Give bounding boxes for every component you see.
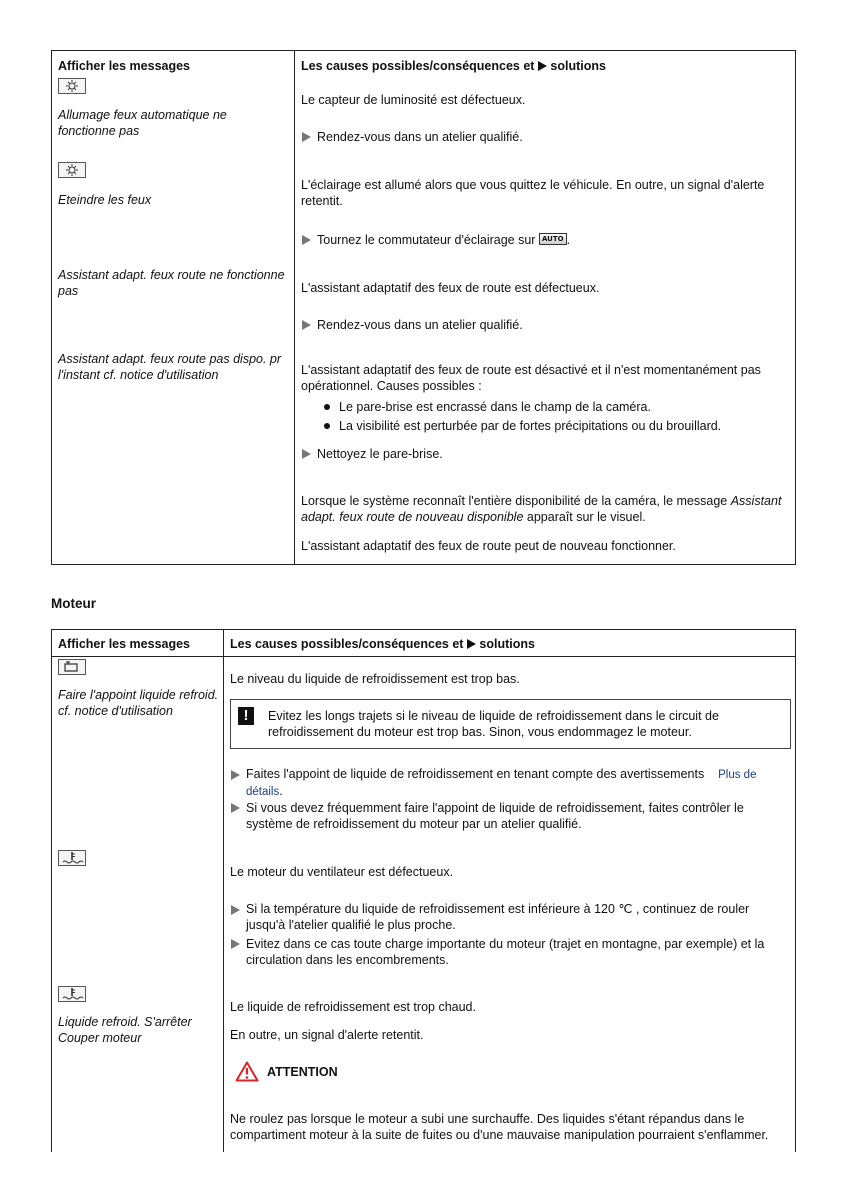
light-sensor-icon: [58, 162, 86, 178]
message-high-beam-assist-failure: Assistant adapt. feux route ne fonctionne pas: [58, 268, 285, 298]
message-high-beam-unavailable: Assistant adapt. feux route pas dispo. pr l'instant cf. notice d'utilisation: [58, 352, 282, 382]
warning-text: Evitez les longs trajets si le niveau de liquide de refroidissement dans le circuit de refroidissement du moteur est trop bas. Sinon, vous endommagez le moteur.: [268, 709, 719, 739]
list-item: La visibilité est perturbée par de fortes précipitations ou du brouillard.: [339, 419, 722, 433]
message-coolant-stop-engine: Liquide refroid. S'arrêter Couper moteur: [58, 1015, 192, 1045]
message-turn-off-lights: Eteindre les feux: [58, 193, 152, 207]
cause-lights-on: L'éclairage est allumé alors que vous quittez le véhicule. En outre, un signal d'alerte retentit.: [301, 178, 765, 208]
cause-coolant-low: Le niveau du liquide de refroidissement est trop bas.: [230, 672, 520, 686]
message-top-up-coolant: Faire l'appoint liquide refroid. cf. notice d'utilisation: [58, 688, 219, 718]
note-assist-ready: L'assistant adaptatif des feux de route peut de nouveau fonctionner.: [301, 539, 676, 553]
header-causes-solutions: Les causes possibles/conséquences et solutions: [230, 637, 535, 651]
more-details-link[interactable]: Plus de détails: [246, 769, 757, 798]
action-arrow-icon: [302, 449, 311, 459]
cause-high-beam-assist: L'assistant adaptatif des feux de route est défectueux.: [301, 281, 600, 295]
section-title-engine: Moteur: [51, 596, 96, 611]
cause-high-beam-deactivated: L'assistant adaptatif des feux de route est désactivé et il n'est momentanément pas opérationnel. Causes possibles :: [301, 363, 761, 393]
bullet-icon: [324, 423, 330, 429]
bullet-icon: [324, 404, 330, 410]
attention-label: ATTENTION: [267, 1065, 338, 1079]
exclamation-icon: !: [238, 707, 254, 725]
coolant-temperature-icon: [58, 850, 86, 866]
action-arrow-icon: [231, 939, 240, 949]
action-drive-to-workshop: Si la température du liquide de refroidissement est inférieure à 120 ℃ , continuez de rouler jusqu'à l'atelier qualifié le plus proche.: [246, 902, 750, 932]
action-top-up: Faites l'appoint de liquide de refroidissement en tenant compte des avertissements Plus de détails.: [246, 767, 757, 798]
header-causes-solutions: Les causes possibles/conséquences et solutions: [301, 59, 606, 73]
action-auto-switch: Tournez le commutateur d'éclairage sur AUTO .: [317, 233, 571, 247]
attention-text: Ne roulez pas lorsque le moteur a subi une surchauffe. Des liquides s'étant répandus dans le compartiment moteur à la suite de fuites ou d'une mauvaise manipulation pourraient s'enflammer.: [230, 1112, 769, 1142]
coolant-reservoir-icon: [58, 659, 86, 675]
cause-light-sensor: Le capteur de luminosité est défectueux.: [301, 93, 526, 107]
cause-coolant-hot: Le liquide de refroidissement est trop chaud.: [230, 1000, 476, 1014]
action-workshop: Rendez-vous dans un atelier qualifié.: [317, 318, 523, 332]
cause-fan-motor: Le moteur du ventilateur est défectueux.: [230, 865, 454, 879]
action-avoid-load: Evitez dans ce cas toute charge importante du moteur (trajet en montagne, par exemple) et la circulation dans les encombrements.: [246, 937, 765, 967]
action-arrow-icon: [302, 235, 311, 245]
message-auto-lights-failure: Allumage feux automatique ne fonctionne pas: [58, 108, 227, 138]
coolant-temperature-icon: [58, 986, 86, 1002]
action-check-cooling-system: Si vous devez fréquemment faire l'appoint de liquide de refroidissement, faites contrôler le système de refroidissement du moteur par un atelier qualifié.: [246, 801, 744, 831]
action-arrow-icon: [231, 803, 240, 813]
action-arrow-icon: [231, 905, 240, 915]
play-arrow-icon: [467, 639, 476, 649]
auto-switch-icon: AUTO: [539, 233, 567, 245]
list-item: Le pare-brise est encrassé dans le champ de la caméra.: [339, 400, 651, 414]
light-sensor-icon: [58, 78, 86, 94]
action-arrow-icon: [302, 320, 311, 330]
action-arrow-icon: [302, 132, 311, 142]
header-display-messages: Afficher les messages: [58, 59, 191, 73]
cause-warning-signal: En outre, un signal d'alerte retentit.: [230, 1028, 424, 1042]
warning-triangle-icon: [235, 1061, 259, 1082]
play-arrow-icon: [538, 61, 547, 71]
warning-box: [230, 699, 791, 749]
header-display-messages: Afficher les messages: [58, 637, 191, 651]
action-clean-windshield: Nettoyez le pare-brise.: [317, 447, 443, 461]
note-camera-available: Lorsque le système reconnaît l'entière disponibilité de la caméra, le message Assistant adapt. feux route de nouveau disponible apparaît sur le visuel.: [301, 494, 782, 524]
action-workshop: Rendez-vous dans un atelier qualifié.: [317, 130, 523, 144]
action-arrow-icon: [231, 770, 240, 780]
